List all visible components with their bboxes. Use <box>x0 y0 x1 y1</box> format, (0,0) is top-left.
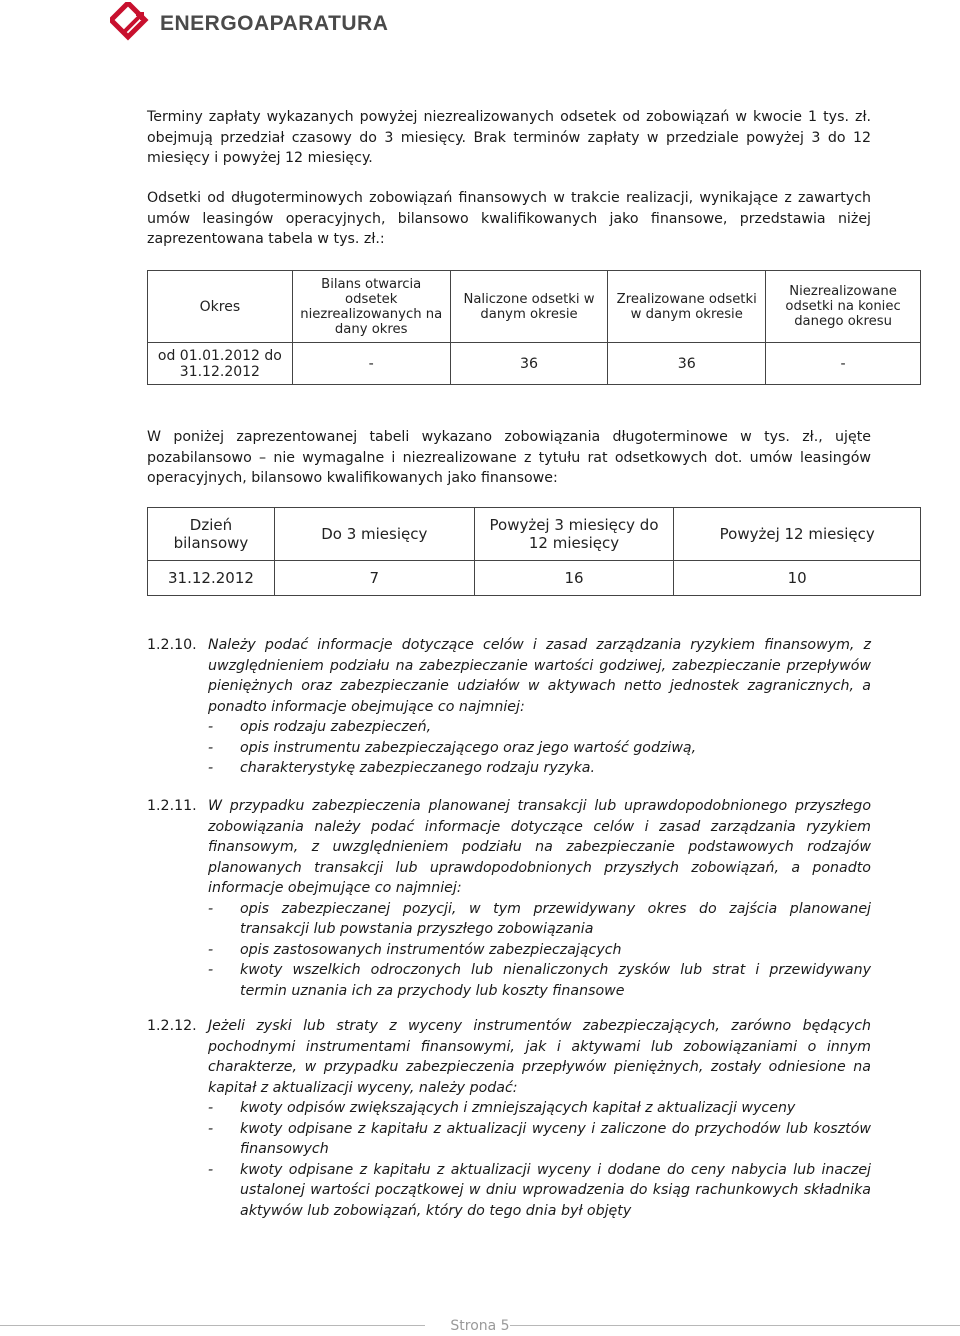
list-item <box>208 738 871 759</box>
section-number: 1.2.10. <box>147 637 197 653</box>
item-marker: - <box>208 941 214 958</box>
value-cell: 36 <box>450 343 608 385</box>
item-text: charakterystykę zabezpieczanego rodzaju ryzyka. <box>240 760 596 776</box>
interest-table-row <box>148 343 921 385</box>
section-number: 1.2.12. <box>147 1018 197 1034</box>
item-text: kwoty wszelkich odroczonych lub nienaliczonych zysków lub strat i przewidywany termin uznania ich za przychody lub koszty finansowe <box>240 962 871 999</box>
section-1-2-12 <box>147 1016 871 1221</box>
item-text: opis rodzaju zabezpieczeń, <box>240 719 432 735</box>
interest-table <box>147 270 921 385</box>
value-cell: 16 <box>474 561 674 596</box>
item-marker: - <box>208 760 214 776</box>
list-item <box>208 940 871 961</box>
date-cell: 31.12.2012 <box>148 561 275 596</box>
item-marker: - <box>208 1100 214 1116</box>
section-text: Jeżeli zyski lub straty z wyceny instrumentów zabezpieczających, zarówno będących pochodnymi instrumentami finansowymi, jak i aktywami lub zobowiązaniami o innym charakterze, w przypadku zabezpieczenia przepływów pieniężnych, zostały odniesione na kapitał z aktualizacji wyceny, należy podać: <box>208 1018 871 1096</box>
header-cell: Niezrealizowane odsetki na koniec danego okresu <box>766 271 921 343</box>
list-item <box>208 717 871 738</box>
item-text: opis zabezpieczanej pozycji, w tym przewidywany okres do zajścia planowanej transakcji lub powstania przyszłego zobowiązania <box>240 900 871 937</box>
section-1-2-11 <box>147 796 871 1001</box>
section-text: W przypadku zabezpieczenia planowanej transakcji lub uprawdopodobnionego przyszłego zobowiązania należy podać informacje dotyczące celów i zasad zarządzania ryzykiem finansowym, z uwzględnieniem podziału na zabezpieczanie podstawowych rodzajów planowanych transakcji lub uprawdopodobnionych przyszłych zobowiązań, a ponadto informacje obejmujące co najmniej: <box>208 798 871 896</box>
value-cell: 10 <box>674 561 921 596</box>
value-cell: 7 <box>274 561 474 596</box>
interest-table-header-row <box>148 271 921 343</box>
company-name: ENERGOAPARATURA <box>160 12 389 35</box>
value-cell: - <box>292 343 450 385</box>
item-marker: - <box>208 719 214 735</box>
liabilities-table-header-row <box>148 508 921 561</box>
item-marker: - <box>208 962 214 978</box>
list-item <box>208 758 871 779</box>
paragraph-offbalance-intro: W poniżej zaprezentowanej tabeli wykazano zobowiązania długoterminowe w tys. zł., ujęte pozabilansowo – nie wymagalne i niezrealizowane z tytułu rat odsetkowych dot. umów leasingów operacyjnych, bilansowo kwalifikowanych jako finansowe: <box>147 429 871 486</box>
item-text: kwoty odpisane z kapitału z aktualizacji wyceny i zaliczone do przychodów lub kosztów finansowych <box>240 1120 871 1157</box>
header-cell: Naliczone odsetki w danym okresie <box>450 271 608 343</box>
item-marker: - <box>208 1161 214 1178</box>
item-text: kwoty odpisane z kapitału z aktualizacji wyceny i dodane do ceny nabycia lub inaczej ustalonej wartości początkowej w dniu wprowadzenia do ksiąg rachunkowych składnika aktywów lub zobowiązań, który do tego dnia był objęty <box>240 1161 871 1219</box>
header-cell: Powyżej 12 miesięcy <box>674 508 921 561</box>
item-text: kwoty odpisów zwiększających i zmniejszających kapitał z aktualizacji wyceny <box>240 1100 796 1116</box>
value-cell: 36 <box>608 343 766 385</box>
header-cell: Powyżej 3 miesięcy do 12 miesięcy <box>474 508 674 561</box>
value-cell: - <box>766 343 921 385</box>
list-item <box>208 960 871 1001</box>
liabilities-table <box>147 507 921 596</box>
paragraph-interest-intro: Odsetki od długoterminowych zobowiązań finansowych w trakcie realizacji, wynikające z zawartych umów leasingów operacyjnych, bilansowo kwalifikowanych jako finansowe, przedstawia niżej zaprezentowana tabela w tys. zł.: <box>147 190 871 247</box>
header-cell: Okres <box>148 271 293 343</box>
list-item <box>208 1119 871 1160</box>
energoaparatura-logo-icon <box>110 2 154 46</box>
list-item <box>208 1098 871 1119</box>
page-number: Strona 5 <box>450 1318 510 1334</box>
item-marker: - <box>208 1120 214 1137</box>
list-item <box>208 1160 871 1222</box>
liabilities-table-row <box>148 561 921 596</box>
item-text: opis instrumentu zabezpieczającego oraz jego wartość godziwą, <box>240 739 697 756</box>
header-cell: Dzień bilansowy <box>148 508 275 561</box>
section-number: 1.2.11. <box>147 798 197 814</box>
company-logo <box>110 2 388 46</box>
header-cell: Zrealizowane odsetki w danym okresie <box>608 271 766 343</box>
paragraph-payment-terms: Terminy zapłaty wykazanych powyżej niezrealizowanych odsetek od zobowiązań w kwocie 1 tys. zł. obejmują przedział czasowy do 3 miesięcy. Brak terminów zapłaty w przedziale powyżej 3 do 12 miesięcy i powyżej 12 miesięcy. <box>147 109 871 166</box>
section-text: Należy podać informacje dotyczące celów i zasad zarządzania ryzykiem finansowym, z uwzględnieniem podziału na zabezpieczanie wartości godziwej, zabezpieczanie przepływów pieniężnych oraz zabezpieczanie udziałów w aktywach netto jednostek zagranicznych, a ponadto informacje obejmujące co najmniej: <box>208 637 871 715</box>
item-text: opis zastosowanych instrumentów zabezpieczających <box>240 941 622 958</box>
period-cell: od 01.01.2012 do 31.12.2012 <box>148 343 293 385</box>
item-marker: - <box>208 739 214 756</box>
section-1-2-10 <box>147 635 871 779</box>
header-cell: Bilans otwarcia odsetek niezrealizowanych na dany okres <box>292 271 450 343</box>
item-marker: - <box>208 900 214 917</box>
list-item <box>208 899 871 940</box>
header-cell: Do 3 miesięcy <box>274 508 474 561</box>
